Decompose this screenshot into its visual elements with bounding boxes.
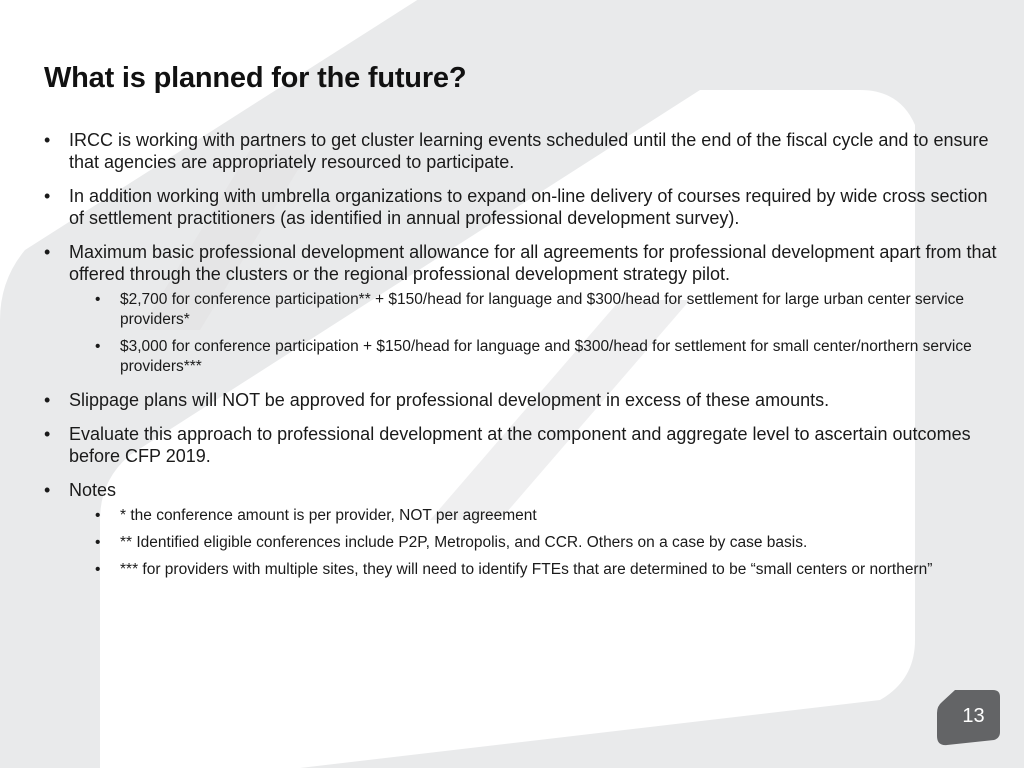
bullet-item — [44, 129, 1004, 173]
bullet-text: Slippage plans will NOT be approved for professional development in excess of these amounts. — [69, 390, 830, 410]
sub-bullet-item: • $2,700 for conference participation** + $150/head for language and $300/head for settlement for large urban center service providers* — [69, 290, 1004, 330]
bullet-item — [44, 479, 1004, 580]
bullet-item — [44, 423, 1004, 467]
bullet-item — [44, 185, 1004, 229]
bullet-text: Notes — [69, 480, 117, 500]
bullet-text: Evaluate this approach to professional development at the component and aggregate level to ascertain outcomes before CFP 2019. — [69, 424, 971, 466]
page-number: 13 — [962, 705, 985, 727]
note-item: • * the conference amount is per provider, NOT per agreement — [69, 506, 1004, 526]
bullet-list — [44, 129, 1004, 580]
bullet-text: In addition working with umbrella organizations to expand on-line delivery of courses required by wide cross section of settlement practitioners (as identified in annual professional development survey). — [69, 186, 988, 228]
sub-bullet-list — [69, 290, 1004, 377]
note-item: • *** for providers with multiple sites, they will need to identify FTEs that are determined to be “small centers or northern” — [69, 560, 1004, 580]
bullet-item — [44, 389, 1004, 411]
slide-title: What is planned for the future? — [44, 62, 467, 94]
notes-list — [69, 506, 1004, 580]
bullet-text: Maximum basic professional development allowance for all agreements for professional development apart from that offered through the clusters or the regional professional development strategy pilot. — [69, 242, 997, 284]
slide-body — [44, 129, 1004, 592]
bullet-item — [44, 241, 1004, 377]
sub-bullet-item: • $3,000 for conference participation + $150/head for language and $300/head for settlement for small center/northern service providers*** — [69, 337, 1004, 377]
note-item: • ** Identified eligible conferences include P2P, Metropolis, and CCR. Others on a case by case basis. — [69, 533, 1004, 553]
bullet-text: IRCC is working with partners to get cluster learning events scheduled until the end of the fiscal cycle and to ensure that agencies are appropriately resourced to participate. — [69, 130, 989, 172]
